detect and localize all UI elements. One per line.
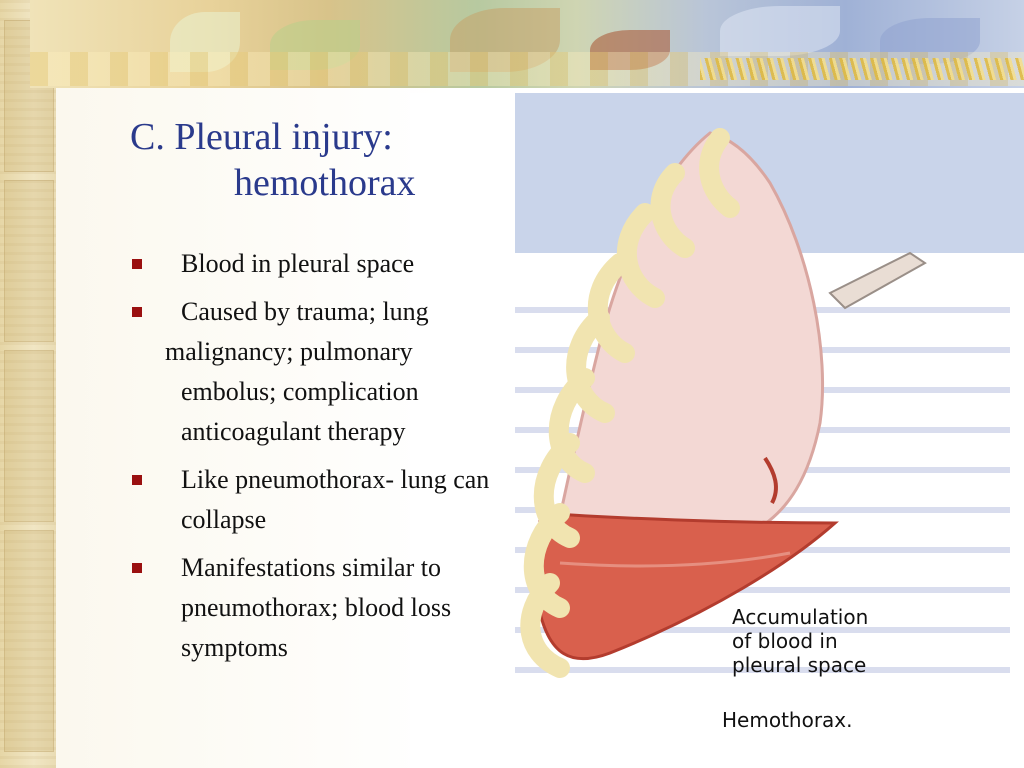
bullet-marker bbox=[132, 307, 142, 317]
strip-block bbox=[4, 180, 54, 342]
bullet-text: Manifestations similar to pneumothorax; blood loss symptoms bbox=[181, 553, 452, 662]
left-decorative-strip bbox=[0, 0, 56, 768]
strip-block bbox=[4, 530, 54, 752]
leaf-decoration bbox=[720, 6, 840, 56]
bullet-marker bbox=[132, 563, 142, 573]
bullet-list bbox=[128, 244, 548, 676]
title-line-2: hemothorax bbox=[234, 162, 416, 204]
list-item bbox=[128, 460, 548, 540]
list-item bbox=[128, 244, 548, 284]
gold-stripe-decoration bbox=[700, 58, 1024, 80]
figure-annotation: Accumulation of blood in pleural space bbox=[732, 605, 869, 677]
bullet-text: Blood in pleural space bbox=[181, 249, 415, 278]
bullet-text: Like pneumothorax- lung can collapse bbox=[181, 465, 490, 534]
figure-caption: Hemothorax. bbox=[722, 708, 853, 732]
bullet-text: Caused by trauma; lung bbox=[181, 297, 429, 326]
strip-block bbox=[4, 350, 54, 522]
bullet-marker bbox=[132, 475, 142, 485]
slide-title bbox=[130, 114, 490, 206]
bullet-text: embolus; complication anticoagulant therapy bbox=[181, 377, 419, 446]
title-line-1: C. Pleural injury: bbox=[130, 116, 393, 158]
list-item bbox=[128, 292, 548, 332]
bullet-marker bbox=[132, 259, 142, 269]
list-item bbox=[128, 548, 548, 668]
list-item-continued bbox=[128, 332, 548, 452]
bullet-text: malignancy; pulmonary bbox=[165, 337, 413, 366]
